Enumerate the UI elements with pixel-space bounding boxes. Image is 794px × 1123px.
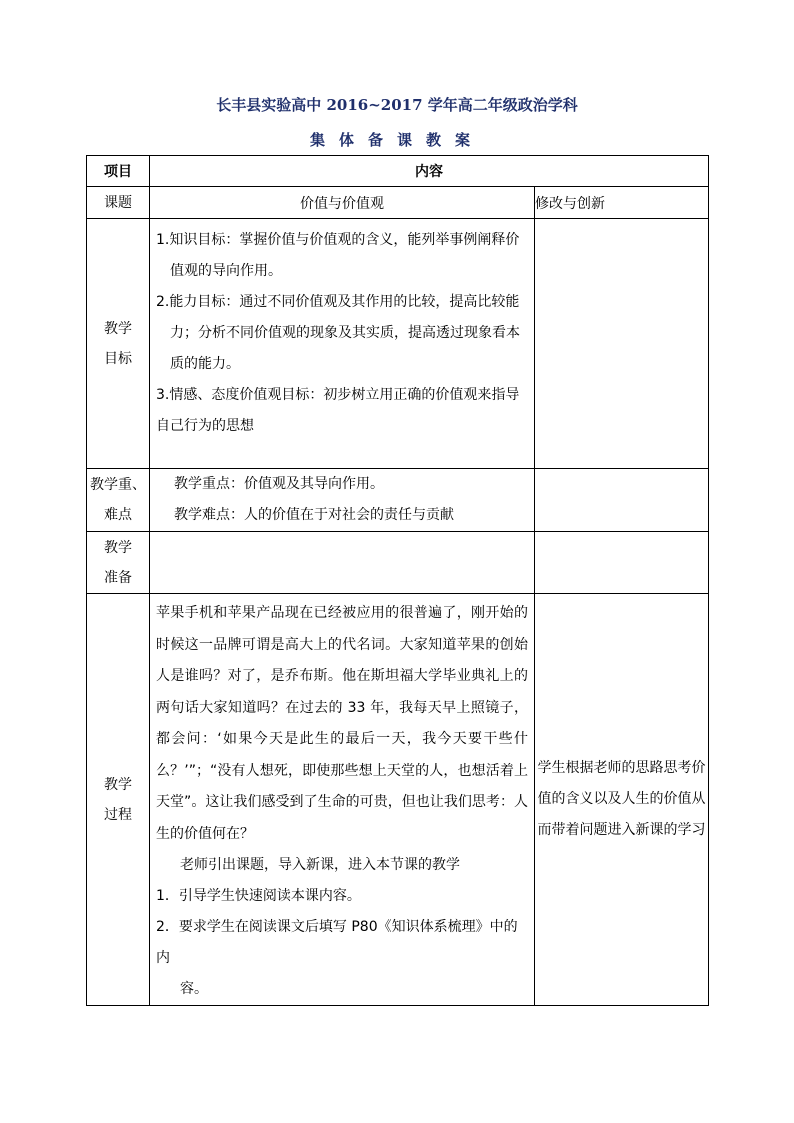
process-step-1: 1．引导学生快速阅读本课内容。	[156, 888, 361, 904]
goals-revise-cell	[535, 219, 709, 469]
prep-label-line1: 教学	[104, 539, 132, 556]
key-point: 教学重点：价值观及其导向作用。	[174, 476, 384, 492]
header-content: 内容	[150, 156, 709, 187]
process-label-line2: 过程	[104, 806, 132, 823]
prep-label	[87, 532, 150, 594]
prep-row	[87, 532, 709, 594]
goal-1-line-a: 1.知识目标：掌握价值与价值观的含义，能列举事例阐释价	[156, 232, 520, 248]
process-label	[87, 594, 150, 1006]
goal-1-line-b: 值观的导向作用。	[170, 263, 282, 279]
keypoints-label-line1: 教学重、	[90, 477, 146, 493]
keypoints-revise-cell	[535, 469, 709, 532]
header-row	[87, 156, 709, 187]
process-label-line1: 教学	[104, 776, 132, 793]
goals-label	[87, 219, 150, 469]
goals-content	[150, 219, 535, 469]
goals-label-line2: 目标	[104, 350, 132, 367]
keypoints-row	[87, 469, 709, 532]
topic-row	[87, 187, 709, 219]
topic-label: 课题	[87, 187, 150, 219]
process-student-note: 学生根据老师的思路思考价值的含义以及人生的价值从而带着问题进入新课的学习	[535, 594, 709, 1006]
goal-2-line-a: 2.能力目标：通过不同价值观及其作用的比较，提高比较能	[156, 294, 520, 310]
prep-revise-cell	[535, 532, 709, 594]
prep-label-line2: 准备	[104, 569, 132, 586]
header-item: 项目	[87, 156, 150, 187]
keypoints-label-line2: 难点	[104, 507, 132, 523]
process-lead-in: 老师引出课题，导入新课，进入本节课的教学	[180, 857, 460, 873]
process-intro-paragraph: 苹果手机和苹果产品现在已经被应用的很普遍了，刚开始的时候这一品牌可谓是高大上的代名词。大家知道苹果的创始人是谁吗？对了，是乔布斯。他在斯坦福大学毕业典礼上的两句话大家知道吗？在过去的 33 年，我每天早上照镜子，都会问：‘如果今天是此生的最后一天，我今天要干些什么？’”；“没有人想死，即使那些想上天堂的人，也想活着上天堂”。这让我们感受到了生命的可贵，但也让我们思考：人生的价值何在？	[156, 605, 528, 842]
process-step-2-line-a: 2．要求学生在阅读课文后填写 P80《知识体系梳理》中的内	[156, 919, 518, 966]
prep-content	[150, 532, 535, 594]
goal-2-line-b: 力；分析不同价值观的现象及其实质，提高透过现象看本	[170, 325, 520, 341]
goal-3-line-a: 3.情感、态度价值观目标：初步树立用正确的价值观来指导	[156, 387, 520, 403]
process-content	[150, 594, 535, 1006]
keypoints-content	[150, 469, 535, 532]
goals-label-line1: 教学	[104, 320, 132, 337]
process-row	[87, 594, 709, 1006]
revise-header: 修改与创新	[535, 187, 709, 219]
lesson-plan-table	[86, 155, 709, 1006]
keypoints-label	[87, 469, 150, 532]
document-title: 长丰县实验高中 2016~2017 学年高二年级政治学科	[216, 96, 578, 114]
document-subtitle: 集体备课教案	[309, 131, 484, 149]
process-step-2-line-b: 容。	[180, 981, 208, 997]
topic-value: 价值与价值观	[150, 187, 535, 219]
difficult-point: 教学难点：人的价值在于对社会的责任与贡献	[174, 507, 454, 523]
goal-2-line-c: 质的能力。	[170, 356, 240, 372]
goal-3-line-b: 自己行为的思想	[156, 418, 254, 434]
goals-row	[87, 219, 709, 469]
